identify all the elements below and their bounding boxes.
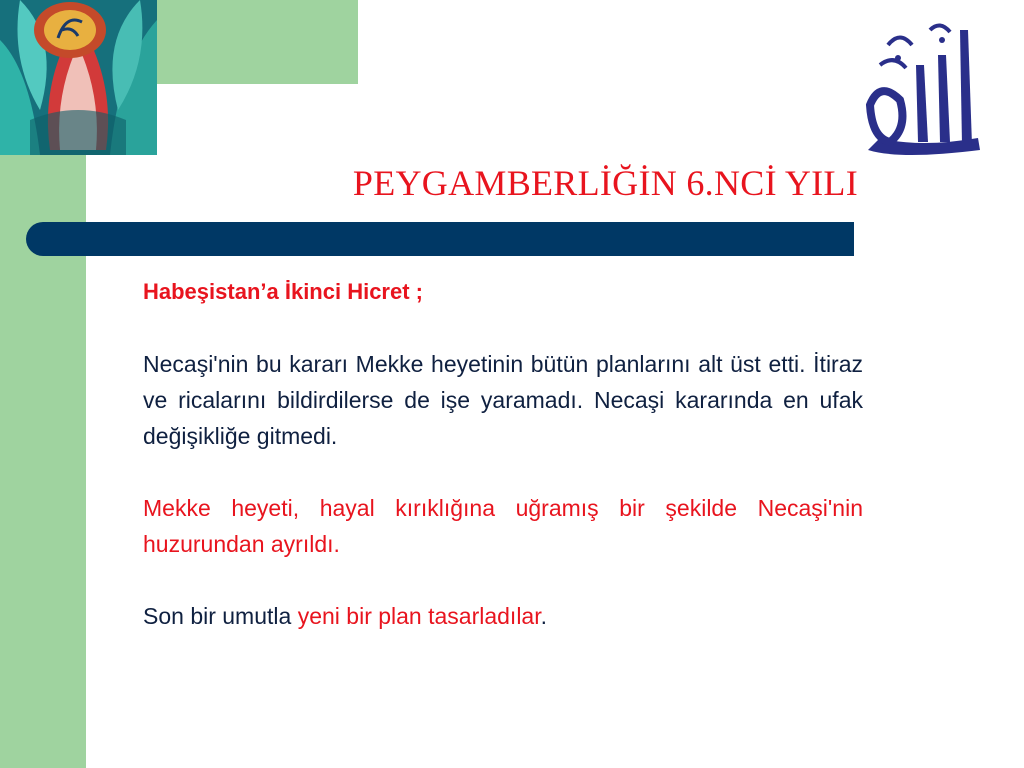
slide-title: PEYGAMBERLİĞİN 6.NCİ YILI (352, 163, 858, 203)
paragraph-2: Mekke heyeti, hayal kırıklığına uğramış bir şekilde Necaşi'nin huzurundan ayrıldı. (143, 495, 863, 557)
paragraph-3 (143, 598, 863, 634)
allah-calligraphy-icon (860, 10, 990, 160)
paragraph-3-highlight: yeni bir plan tasarladılar (297, 603, 541, 629)
slide-content (143, 274, 863, 634)
section-heading: Habeşistan’a İkinci Hicret ; (143, 279, 423, 304)
paragraph-3-end: . (540, 603, 548, 629)
paragraph-1: Necaşi'nin bu kararı Mekke heyetinin bütün planlarını alt üst etti. İtiraz ve ricalarını bildirdilerse de işe yaramadı. Necaşi kararında en ufak değişikliğe gitmedi. (143, 351, 863, 449)
title-underline-bar (26, 222, 854, 256)
paragraph-3-start: Son bir umutla (143, 603, 298, 629)
flower-with-calligraphy-icon (0, 0, 157, 155)
